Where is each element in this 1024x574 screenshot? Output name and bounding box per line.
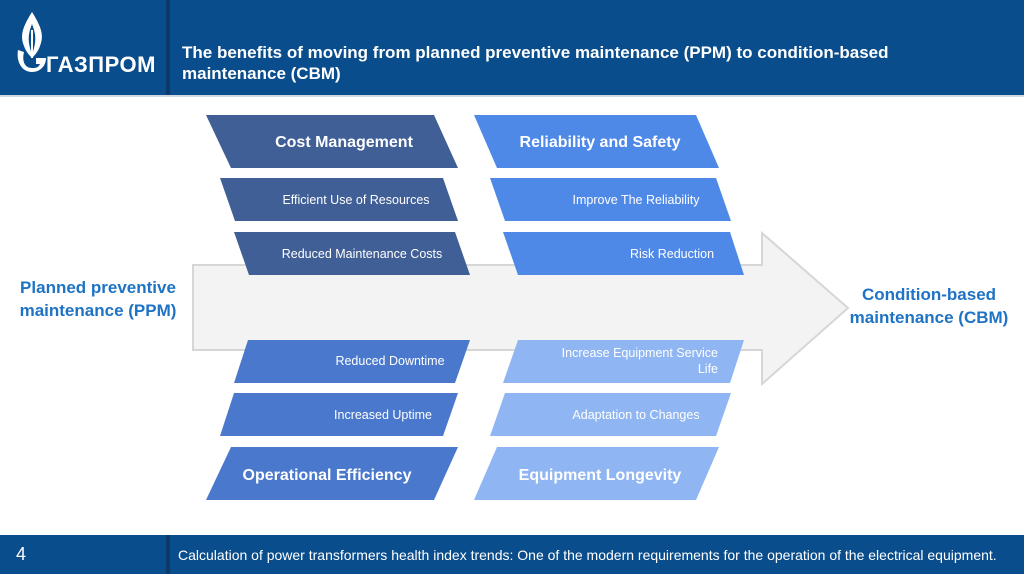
cbm-label: Condition-based maintenance (CBM)	[849, 285, 1009, 327]
cost-item-2: Reduced Maintenance Costs	[281, 247, 443, 261]
longevity-item-1: Increase Equipment Service Life	[561, 346, 718, 376]
footer-divider	[166, 535, 170, 574]
ppm-label: Planned preventive maintenance (PPM)	[19, 278, 177, 320]
reliability-item-2: Risk Reduction	[629, 247, 715, 261]
footer-bar	[0, 535, 1024, 574]
footer-caption: Calculation of power transformers health index trends: One of the modern requirements for the operation of the electrical equipment.	[178, 547, 997, 563]
cost-item-1: Efficient Use of Resources	[282, 193, 430, 207]
page-number-box	[0, 535, 166, 574]
reliability-item-1: Improve The Reliability	[572, 193, 700, 207]
operational-item-1: Reduced Downtime	[335, 354, 445, 368]
operational-efficiency-title: Operational Efficiency	[242, 467, 412, 484]
operational-item-2: Increased Uptime	[334, 408, 432, 422]
equipment-longevity-title: Equipment Longevity	[518, 467, 682, 484]
longevity-item-2: Adaptation to Changes	[572, 408, 700, 422]
reliability-safety-title: Reliability and Safety	[519, 134, 681, 151]
page-number: 4	[16, 544, 27, 564]
logo-text: ГАЗПРОМ	[46, 52, 156, 77]
page-title: The benefits of moving from planned preventive maintenance (PPM) to condition-based maintenance (CBM)	[182, 43, 889, 83]
cost-management-title: Cost Management	[275, 134, 413, 151]
